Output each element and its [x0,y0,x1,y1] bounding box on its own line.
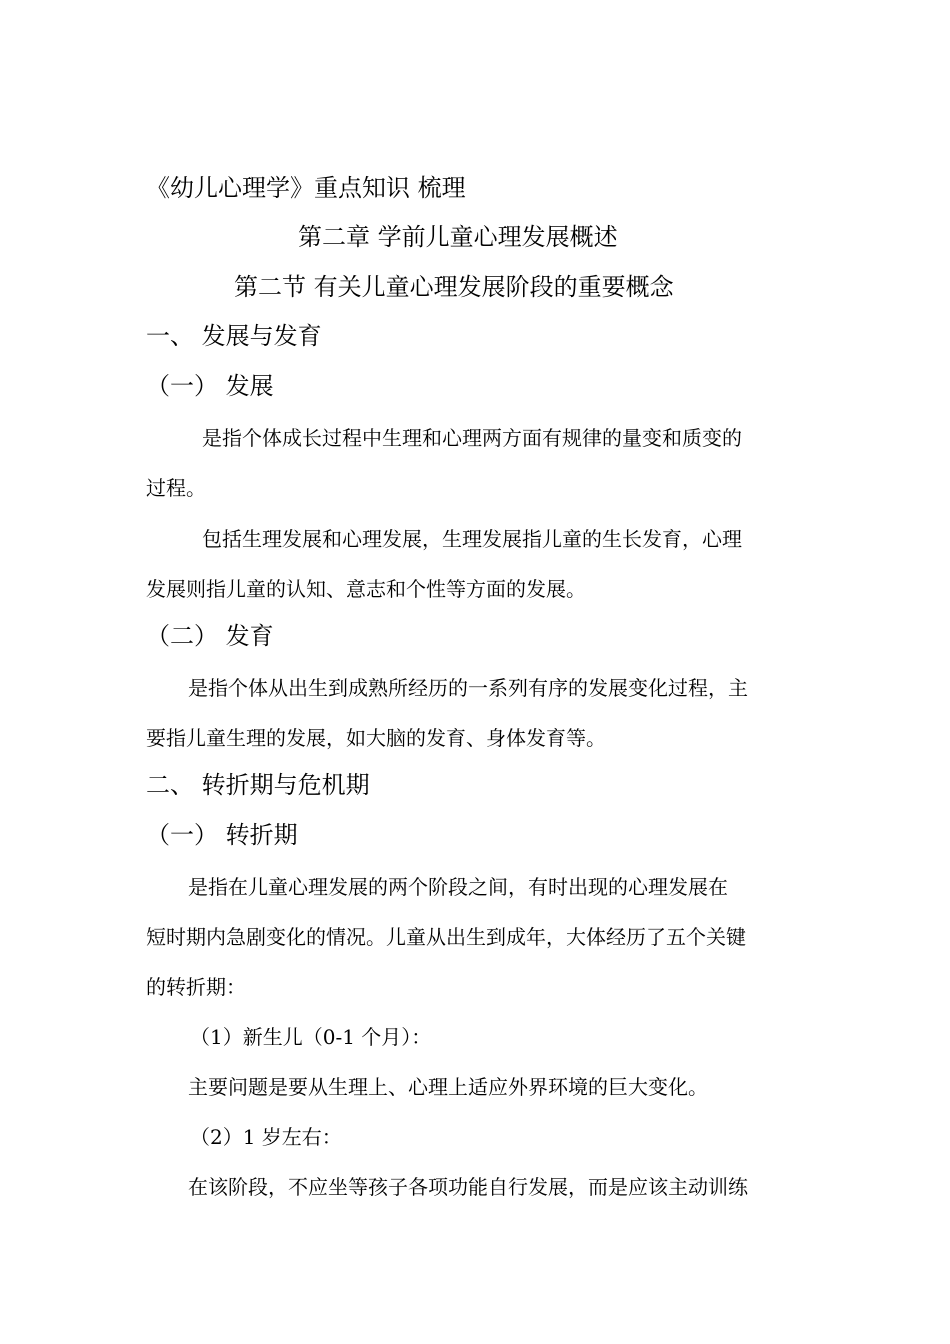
list-item-label: （2）1 岁左右： [190,1125,342,1149]
paragraph-line: 是指个体从出生到成熟所经历的一系列有序的发展变化过程，主 [188,676,748,700]
part1-heading: 一、 发展与发育 [146,322,322,350]
list-item-text: 在该阶段，不应坐等孩子各项功能自行发展，而是应该主动训练 [188,1175,748,1199]
section-heading: 第二节 有关儿童心理发展阶段的重要概念 [234,273,674,301]
part1-sub1-heading: （一） 发展 [146,372,274,400]
list-item-text: 主要问题是要从生理上、心理上适应外界环境的巨大变化。 [188,1075,708,1099]
paragraph-line: 是指在儿童心理发展的两个阶段之间，有时出现的心理发展在 [188,875,728,899]
paragraph-line: 要指儿童生理的发展，如大脑的发育、身体发育等。 [146,726,606,750]
document-title: 《幼儿心理学》重点知识 梳理 [146,174,466,202]
part2-heading: 二、 转折期与危机期 [146,771,370,799]
paragraph-line: 短时期内急剧变化的情况。儿童从出生到成年，大体经历了五个关键 [146,925,746,949]
part2-sub1-heading: （一） 转折期 [146,821,298,849]
part1-sub2-heading: （二） 发育 [146,622,274,650]
paragraph-line: 过程。 [146,476,206,500]
paragraph-line: 的转折期： [146,975,246,999]
chapter-heading: 第二章 学前儿童心理发展概述 [298,223,618,251]
paragraph-line: 包括生理发展和心理发展，生理发展指儿童的生长发育，心理 [202,527,742,551]
list-item-label: （1）新生儿（0-1 个月）： [190,1025,432,1049]
paragraph-line: 发展则指儿童的认知、意志和个性等方面的发展。 [146,577,586,601]
paragraph-line: 是指个体成长过程中生理和心理两方面有规律的量变和质变的 [202,426,742,450]
